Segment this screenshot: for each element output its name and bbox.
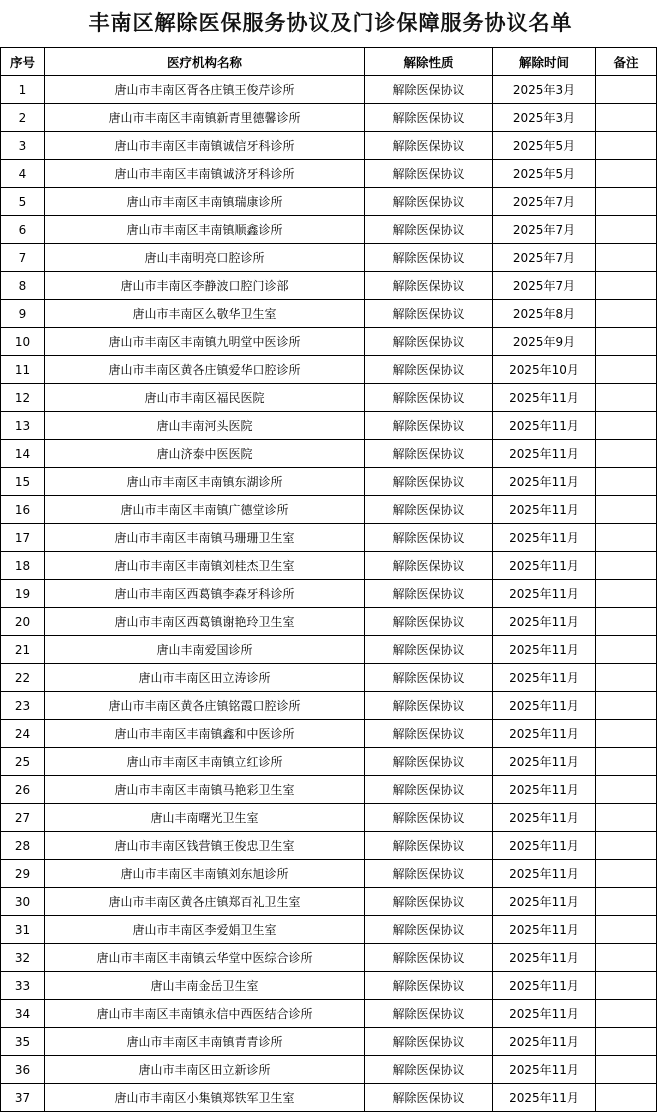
cell-institution-name: 唐山丰南爱国诊所: [45, 636, 365, 664]
table-row: [1, 916, 657, 944]
cell-termination-type: 解除医保协议: [365, 860, 493, 888]
cell-termination-date: 2025年11月: [493, 748, 596, 776]
table-row: [1, 272, 657, 300]
cell-termination-type: 解除医保协议: [365, 888, 493, 916]
cell-termination-date: 2025年11月: [493, 524, 596, 552]
cell-termination-type: 解除医保协议: [365, 1000, 493, 1028]
cell-seq: 31: [1, 916, 45, 944]
cell-remark: [596, 888, 657, 916]
cell-termination-date: 2025年11月: [493, 804, 596, 832]
table-row: [1, 860, 657, 888]
cell-institution-name: 唐山市丰南区李静波口腔门诊部: [45, 272, 365, 300]
table-row: [1, 1084, 657, 1112]
cell-termination-type: 解除医保协议: [365, 132, 493, 160]
cell-remark: [596, 776, 657, 804]
cell-remark: [596, 132, 657, 160]
table-row: [1, 552, 657, 580]
cell-institution-name: 唐山市丰南区福民医院: [45, 384, 365, 412]
cell-termination-type: 解除医保协议: [365, 636, 493, 664]
cell-institution-name: 唐山丰南金岳卫生室: [45, 972, 365, 1000]
cell-remark: [596, 412, 657, 440]
cell-remark: [596, 496, 657, 524]
cell-remark: [596, 272, 657, 300]
cell-institution-name: 唐山市丰南区丰南镇马珊珊卫生室: [45, 524, 365, 552]
cell-termination-date: 2025年11月: [493, 1056, 596, 1084]
cell-institution-name: 唐山市丰南区丰南镇云华堂中医综合诊所: [45, 944, 365, 972]
cell-termination-type: 解除医保协议: [365, 972, 493, 1000]
table-row: [1, 412, 657, 440]
cell-termination-type: 解除医保协议: [365, 832, 493, 860]
cell-remark: [596, 664, 657, 692]
cell-termination-type: 解除医保协议: [365, 468, 493, 496]
cell-remark: [596, 1084, 657, 1112]
cell-seq: 7: [1, 244, 45, 272]
cell-termination-date: 2025年11月: [493, 832, 596, 860]
cell-termination-date: 2025年11月: [493, 412, 596, 440]
cell-termination-type: 解除医保协议: [365, 664, 493, 692]
cell-termination-date: 2025年9月: [493, 328, 596, 356]
cell-institution-name: 唐山市丰南区田立涛诊所: [45, 664, 365, 692]
cell-seq: 8: [1, 272, 45, 300]
table-row: [1, 356, 657, 384]
cell-remark: [596, 580, 657, 608]
cell-termination-type: 解除医保协议: [365, 244, 493, 272]
cell-seq: 16: [1, 496, 45, 524]
cell-termination-date: 2025年11月: [493, 888, 596, 916]
cell-institution-name: 唐山市丰南区丰南镇瑞康诊所: [45, 188, 365, 216]
cell-seq: 29: [1, 860, 45, 888]
table-row: [1, 104, 657, 132]
cell-seq: 22: [1, 664, 45, 692]
cell-institution-name: 唐山市丰南区丰南镇新青里德馨诊所: [45, 104, 365, 132]
cell-institution-name: 唐山市丰南区丰南镇马艳彩卫生室: [45, 776, 365, 804]
cell-remark: [596, 356, 657, 384]
cell-termination-date: 2025年11月: [493, 440, 596, 468]
cell-remark: [596, 524, 657, 552]
table-row: [1, 636, 657, 664]
table-row: [1, 468, 657, 496]
cell-seq: 23: [1, 692, 45, 720]
table-row: [1, 804, 657, 832]
cell-termination-type: 解除医保协议: [365, 384, 493, 412]
cell-termination-type: 解除医保协议: [365, 552, 493, 580]
cell-termination-date: 2025年11月: [493, 1000, 596, 1028]
cell-institution-name: 唐山市丰南区丰南镇九明堂中医诊所: [45, 328, 365, 356]
cell-remark: [596, 832, 657, 860]
table-row: [1, 188, 657, 216]
cell-termination-type: 解除医保协议: [365, 776, 493, 804]
cell-termination-type: 解除医保协议: [365, 1084, 493, 1112]
table-row: [1, 776, 657, 804]
cell-institution-name: 唐山市丰南区田立新诊所: [45, 1056, 365, 1084]
cell-institution-name: 唐山市丰南区胥各庄镇王俊芹诊所: [45, 76, 365, 104]
cell-seq: 26: [1, 776, 45, 804]
cell-seq: 19: [1, 580, 45, 608]
cell-seq: 20: [1, 608, 45, 636]
table-row: [1, 440, 657, 468]
cell-remark: [596, 1028, 657, 1056]
cell-seq: 37: [1, 1084, 45, 1112]
table-row: [1, 608, 657, 636]
table-row: [1, 132, 657, 160]
cell-seq: 33: [1, 972, 45, 1000]
cell-seq: 30: [1, 888, 45, 916]
cell-remark: [596, 384, 657, 412]
cell-remark: [596, 1056, 657, 1084]
cell-termination-type: 解除医保协议: [365, 944, 493, 972]
cell-termination-date: 2025年11月: [493, 692, 596, 720]
table-row: [1, 944, 657, 972]
cell-termination-type: 解除医保协议: [365, 804, 493, 832]
cell-seq: 4: [1, 160, 45, 188]
cell-seq: 10: [1, 328, 45, 356]
cell-termination-type: 解除医保协议: [365, 356, 493, 384]
table-row: [1, 692, 657, 720]
cell-termination-date: 2025年11月: [493, 1084, 596, 1112]
cell-termination-type: 解除医保协议: [365, 160, 493, 188]
cell-institution-name: 唐山市丰南区丰南镇广德堂诊所: [45, 496, 365, 524]
table-row: [1, 888, 657, 916]
cell-institution-name: 唐山市丰南区钱营镇王俊忠卫生室: [45, 832, 365, 860]
cell-seq: 11: [1, 356, 45, 384]
cell-termination-date: 2025年3月: [493, 104, 596, 132]
table-row: [1, 244, 657, 272]
cell-seq: 9: [1, 300, 45, 328]
cell-termination-type: 解除医保协议: [365, 916, 493, 944]
cell-seq: 3: [1, 132, 45, 160]
cell-remark: [596, 328, 657, 356]
cell-termination-date: 2025年3月: [493, 76, 596, 104]
cell-termination-date: 2025年11月: [493, 552, 596, 580]
cell-institution-name: 唐山市丰南区丰南镇刘东旭诊所: [45, 860, 365, 888]
table-row: [1, 160, 657, 188]
cell-termination-date: 2025年11月: [493, 916, 596, 944]
cell-remark: [596, 244, 657, 272]
table-header-row: [1, 48, 657, 76]
cell-seq: 24: [1, 720, 45, 748]
cell-termination-date: 2025年11月: [493, 664, 596, 692]
cell-institution-name: 唐山丰南曙光卫生室: [45, 804, 365, 832]
cell-remark: [596, 104, 657, 132]
table-row: [1, 720, 657, 748]
table-row: [1, 384, 657, 412]
cell-termination-date: 2025年7月: [493, 272, 596, 300]
table-row: [1, 664, 657, 692]
cell-termination-date: 2025年11月: [493, 608, 596, 636]
table-row: [1, 748, 657, 776]
cell-termination-type: 解除医保协议: [365, 104, 493, 132]
cell-institution-name: 唐山市丰南区小集镇郑铁军卫生室: [45, 1084, 365, 1112]
cell-institution-name: 唐山市丰南区西葛镇李森牙科诊所: [45, 580, 365, 608]
cell-termination-date: 2025年11月: [493, 580, 596, 608]
cell-remark: [596, 692, 657, 720]
table-row: [1, 328, 657, 356]
cell-seq: 34: [1, 1000, 45, 1028]
table-row: [1, 300, 657, 328]
cell-remark: [596, 860, 657, 888]
cell-termination-date: 2025年11月: [493, 384, 596, 412]
cell-termination-type: 解除医保协议: [365, 608, 493, 636]
cell-termination-date: 2025年8月: [493, 300, 596, 328]
cell-institution-name: 唐山市丰南区黄各庄镇爱华口腔诊所: [45, 356, 365, 384]
cell-institution-name: 唐山市丰南区丰南镇顺鑫诊所: [45, 216, 365, 244]
cell-remark: [596, 916, 657, 944]
cell-seq: 2: [1, 104, 45, 132]
cell-institution-name: 唐山市丰南区李爱娟卫生室: [45, 916, 365, 944]
table-row: [1, 76, 657, 104]
cell-seq: 35: [1, 1028, 45, 1056]
cell-termination-type: 解除医保协议: [365, 524, 493, 552]
cell-termination-date: 2025年11月: [493, 496, 596, 524]
cell-remark: [596, 1000, 657, 1028]
cell-termination-type: 解除医保协议: [365, 328, 493, 356]
cell-termination-type: 解除医保协议: [365, 412, 493, 440]
cell-institution-name: 唐山市丰南区丰南镇刘桂杰卫生室: [45, 552, 365, 580]
page-title: 丰南区解除医保服务协议及门诊保障服务协议名单: [88, 10, 573, 35]
table-row: [1, 524, 657, 552]
cell-termination-type: 解除医保协议: [365, 300, 493, 328]
cell-institution-name: 唐山市丰南区黄各庄镇郑百礼卫生室: [45, 888, 365, 916]
cell-remark: [596, 160, 657, 188]
cell-remark: [596, 468, 657, 496]
cell-termination-date: 2025年11月: [493, 776, 596, 804]
table-row: [1, 1056, 657, 1084]
cell-remark: [596, 552, 657, 580]
cell-termination-date: 2025年7月: [493, 244, 596, 272]
cell-institution-name: 唐山市丰南区丰南镇诚济牙科诊所: [45, 160, 365, 188]
cell-termination-date: 2025年5月: [493, 132, 596, 160]
cell-termination-type: 解除医保协议: [365, 692, 493, 720]
cell-seq: 28: [1, 832, 45, 860]
cell-termination-date: 2025年11月: [493, 720, 596, 748]
cell-termination-date: 2025年7月: [493, 188, 596, 216]
table-row: [1, 1028, 657, 1056]
cell-termination-date: 2025年11月: [493, 1028, 596, 1056]
cell-institution-name: 唐山市丰南区丰南镇鑫和中医诊所: [45, 720, 365, 748]
table-row: [1, 972, 657, 1000]
table-row: [1, 1000, 657, 1028]
cell-remark: [596, 188, 657, 216]
cell-seq: 15: [1, 468, 45, 496]
cell-institution-name: 唐山市丰南区丰南镇立红诊所: [45, 748, 365, 776]
cell-termination-date: 2025年11月: [493, 972, 596, 1000]
cell-institution-name: 唐山市丰南区丰南镇东湖诊所: [45, 468, 365, 496]
cell-termination-type: 解除医保协议: [365, 188, 493, 216]
cell-termination-type: 解除医保协议: [365, 440, 493, 468]
cell-remark: [596, 720, 657, 748]
cell-remark: [596, 440, 657, 468]
cell-remark: [596, 216, 657, 244]
cell-institution-name: 唐山市丰南区么敬华卫生室: [45, 300, 365, 328]
cell-institution-name: 唐山市丰南区丰南镇青青诊所: [45, 1028, 365, 1056]
cell-seq: 32: [1, 944, 45, 972]
cell-remark: [596, 972, 657, 1000]
institution-table: [0, 47, 657, 1112]
cell-institution-name: 唐山市丰南区丰南镇诚信牙科诊所: [45, 132, 365, 160]
cell-remark: [596, 300, 657, 328]
cell-termination-type: 解除医保协议: [365, 216, 493, 244]
cell-institution-name: 唐山市丰南区西葛镇谢艳玲卫生室: [45, 608, 365, 636]
cell-termination-type: 解除医保协议: [365, 748, 493, 776]
cell-institution-name: 唐山济泰中医医院: [45, 440, 365, 468]
cell-termination-type: 解除医保协议: [365, 720, 493, 748]
table-row: [1, 216, 657, 244]
cell-seq: 21: [1, 636, 45, 664]
cell-seq: 25: [1, 748, 45, 776]
table-row: [1, 832, 657, 860]
cell-termination-date: 2025年11月: [493, 468, 596, 496]
cell-seq: 27: [1, 804, 45, 832]
column-header-type: 解除性质: [365, 48, 493, 76]
column-header-name: 医疗机构名称: [45, 48, 365, 76]
cell-seq: 17: [1, 524, 45, 552]
cell-remark: [596, 636, 657, 664]
cell-institution-name: 唐山丰南明亮口腔诊所: [45, 244, 365, 272]
cell-termination-date: 2025年11月: [493, 944, 596, 972]
cell-remark: [596, 748, 657, 776]
cell-termination-date: 2025年5月: [493, 160, 596, 188]
cell-termination-date: 2025年11月: [493, 636, 596, 664]
cell-remark: [596, 944, 657, 972]
cell-seq: 14: [1, 440, 45, 468]
cell-termination-type: 解除医保协议: [365, 1056, 493, 1084]
cell-seq: 1: [1, 76, 45, 104]
table-body: [1, 76, 657, 1112]
cell-seq: 36: [1, 1056, 45, 1084]
cell-remark: [596, 76, 657, 104]
cell-seq: 13: [1, 412, 45, 440]
cell-seq: 6: [1, 216, 45, 244]
cell-termination-type: 解除医保协议: [365, 580, 493, 608]
column-header-note: 备注: [596, 48, 657, 76]
cell-termination-type: 解除医保协议: [365, 76, 493, 104]
cell-institution-name: 唐山丰南河头医院: [45, 412, 365, 440]
cell-termination-date: 2025年11月: [493, 860, 596, 888]
cell-termination-type: 解除医保协议: [365, 272, 493, 300]
column-header-seq: 序号: [1, 48, 45, 76]
table-row: [1, 496, 657, 524]
cell-institution-name: 唐山市丰南区丰南镇永信中西医结合诊所: [45, 1000, 365, 1028]
cell-termination-date: 2025年10月: [493, 356, 596, 384]
cell-termination-date: 2025年7月: [493, 216, 596, 244]
table-row: [1, 580, 657, 608]
cell-termination-type: 解除医保协议: [365, 496, 493, 524]
cell-institution-name: 唐山市丰南区黄各庄镇铭霞口腔诊所: [45, 692, 365, 720]
column-header-date: 解除时间: [493, 48, 596, 76]
cell-seq: 12: [1, 384, 45, 412]
cell-seq: 18: [1, 552, 45, 580]
cell-seq: 5: [1, 188, 45, 216]
cell-remark: [596, 608, 657, 636]
cell-termination-type: 解除医保协议: [365, 1028, 493, 1056]
cell-remark: [596, 804, 657, 832]
